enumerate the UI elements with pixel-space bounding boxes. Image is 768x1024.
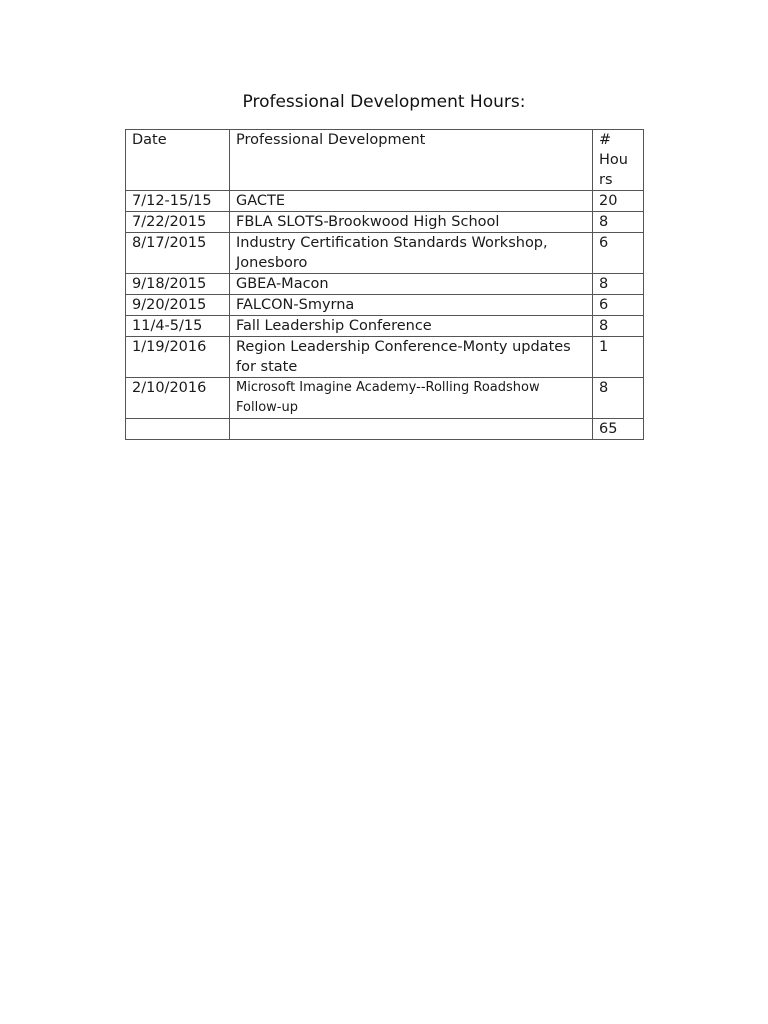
table-row — [126, 378, 644, 419]
table-total-row — [126, 419, 644, 440]
cell-development: FBLA SLOTS-Brookwood High School — [230, 212, 593, 233]
cell-hours: 20 — [593, 191, 644, 212]
cell-development: FALCON-Smyrna — [230, 295, 593, 316]
cell-development: Industry Certification Standards Workshop, Jonesboro — [230, 233, 593, 274]
cell-hours: 8 — [593, 212, 644, 233]
table-row — [126, 233, 644, 274]
header-hours-line1: # — [599, 132, 612, 148]
total-hours: 65 — [593, 419, 644, 440]
cell-development: Region Leadership Conference-Monty updates for state — [230, 337, 593, 378]
header-hours-line3: rs — [599, 172, 613, 188]
cell-date: 7/12-15/15 — [126, 191, 230, 212]
cell-date: 11/4-5/15 — [126, 316, 230, 337]
cell-development: GACTE — [230, 191, 593, 212]
cell-hours: 8 — [593, 274, 644, 295]
cell-hours: 6 — [593, 295, 644, 316]
cell-development: Fall Leadership Conference — [230, 316, 593, 337]
cell-date: 8/17/2015 — [126, 233, 230, 274]
table-row — [126, 295, 644, 316]
cell-hours: 6 — [593, 233, 644, 274]
cell-hours: 8 — [593, 316, 644, 337]
pd-hours-table — [125, 129, 644, 440]
cell-development: GBEA-Macon — [230, 274, 593, 295]
page-title: Professional Development Hours: — [242, 92, 526, 112]
table-row — [126, 191, 644, 212]
header-date: Date — [126, 130, 230, 191]
table-row — [126, 274, 644, 295]
cell-hours: 8 — [593, 378, 644, 419]
header-hours — [593, 130, 644, 191]
cell-date: 9/20/2015 — [126, 295, 230, 316]
cell-date: 1/19/2016 — [126, 337, 230, 378]
table-row — [126, 212, 644, 233]
cell-development: Microsoft Imagine Academy--Rolling Roadshow Follow-up — [230, 378, 593, 419]
total-development — [230, 419, 593, 440]
cell-hours: 1 — [593, 337, 644, 378]
cell-date: 2/10/2016 — [126, 378, 230, 419]
table-row — [126, 337, 644, 378]
cell-date: 9/18/2015 — [126, 274, 230, 295]
total-date — [126, 419, 230, 440]
table-row — [126, 316, 644, 337]
cell-date: 7/22/2015 — [126, 212, 230, 233]
table-header-row — [126, 130, 644, 191]
header-development: Professional Development — [230, 130, 593, 191]
header-hours-line2: Hou — [599, 152, 628, 168]
